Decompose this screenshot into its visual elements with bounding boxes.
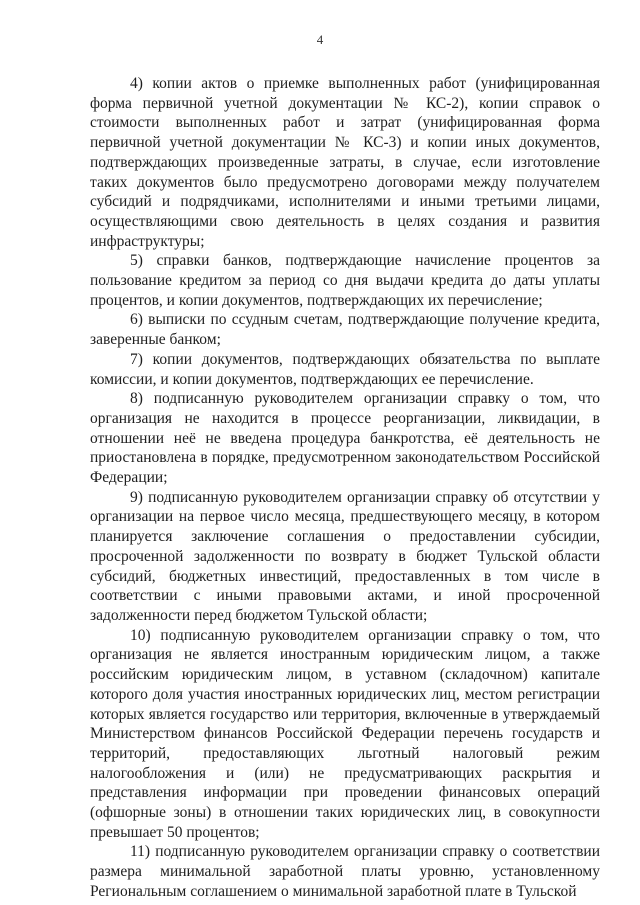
paragraph-item-7: 7) копии документов, подтверждающих обязательства по выплате комиссии, и копии документов, подтверждающих ее перечисление. [90, 350, 600, 388]
paragraph-item-4: 4) копии актов о приемке выполненных работ (унифицированная форма первичной учетной документации № КС-2), копии справок о стоимости выполненных работ и затрат (унифицированная форма первичной учетной документации № КС-3) и копии иных документов, подтверждающих произведенные затраты, в случае, если изготовление таких документов было предусмотрено договорами между получателем субсидий и подрядчиками, исполнителями и иными третьими лицами, осуществляющими свою деятельность в целях создания и развития инфраструктуры; [90, 75, 600, 250]
paragraph-item-11: 11) подписанную руководителем организации справку о соответствии размера минимальной заработной платы уровню, установленному Региональным соглашением о минимальной заработной плате в Тульской [90, 843, 600, 900]
paragraph-item-5: 5) справки банков, подтверждающие начисление процентов за пользование кредитом за период со дня выдачи кредита до даты уплаты процентов, и копии документов, подтверждающих их перечисление; [90, 252, 600, 309]
paragraph-item-9: 9) подписанную руководителем организации справку об отсутствии у организации на первое число месяца, предшествующего месяцу, в котором планируется заключение соглашения о предоставлении субсидии, просроченной задолженности по возврату в бюджет Тульской области субсидий, бюджетных инвестиций, предоставленных в том числе в соответствии с иными правовыми актами, и иной просроченной задолженности перед бюджетом Тульской области; [90, 488, 600, 624]
page-number: 4 [316, 32, 324, 47]
paragraph-item-6: 6) выписки по ссудным счетам, подтверждающие получение кредита, заверенные банком; [90, 311, 600, 349]
paragraph-item-10: 10) подписанную руководителем организации справку о том, что организация не является иностранным юридическим лицом, а также российским юридическим лицом, в уставном (складочном) капитале которого доля участия иностранных юридических лиц, местом регистрации которых является государство или территория, включенные в утверждаемый Министерством финансов Российской Федерации перечень государств и территорий, предоставляющих льготный налоговый режим налогообложения и (или) не предусматривающих раскрытия и представления информации при проведении финансовых операций (офшорные зоны) в отношении таких юридических лиц, в совокупности превышает 50 процентов; [90, 626, 600, 841]
document-body [90, 74, 600, 902]
paragraph-item-8: 8) подписанную руководителем организации справку о том, что организация не находится в процессе реорганизации, ликвидации, в отношении неё не введена процедура банкротства, её деятельность не приостановлена в порядке, предусмотренном законодательством Российской Федерации; [90, 390, 600, 487]
